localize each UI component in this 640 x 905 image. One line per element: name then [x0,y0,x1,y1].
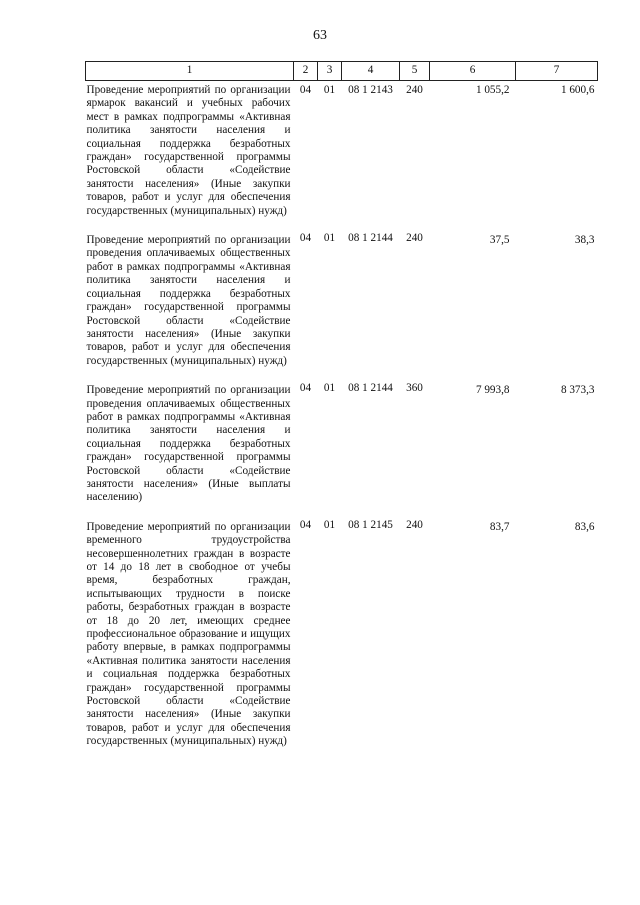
row-section: 04 [299,84,312,96]
column-header-3: 3 [318,62,342,81]
row-subsection: 01 [323,84,336,96]
row-section: 04 [299,232,312,245]
row-amount-col6: 83,7 [489,520,510,533]
table-row [86,519,598,763]
row-target-article: 08 1 2145 [348,518,393,531]
row-amount-col7: 8 373,3 [560,384,595,397]
table-header-row [86,62,598,81]
row-description: Проведение мероприятий по организации ярмарок вакансий и учебных рабочих мест в рамках подпрограммы «Активная политика занятости населения и социальная поддержка безработных граждан» государственной программы Ростовской области «Содействие занятости населения» (Иные закупки товаров, работ и услуг для обеспечения государственных (муниципальных) нужд) [86,84,291,217]
table-row [86,382,598,519]
row-amount-col7: 38,3 [574,234,595,247]
row-amount-col6: 37,5 [489,234,510,247]
row-amount-col6: 7 993,8 [475,384,510,397]
row-section: 04 [299,518,312,531]
budget-table [85,61,598,763]
row-target-article: 08 1 2144 [348,382,393,395]
row-expense-type: 360 [406,382,423,395]
row-amount-col7: 83,6 [574,520,595,533]
column-header-1: 1 [86,62,294,81]
row-target-article: 08 1 2144 [348,232,393,245]
column-header-7: 7 [516,62,598,81]
table-row [86,232,598,382]
table-row [86,81,598,233]
column-header-6: 6 [430,62,516,81]
column-header-2: 2 [294,62,318,81]
row-amount-col7: 1 600,6 [560,84,595,96]
row-description: Проведение мероприятий по организации временного трудоустройства несовершеннолетних граждан в возрасте от 14 до 18 лет в свободное от учебы время, безработных граждан, испытывающих трудности в поиске работы, безработных граждан в возрасте от 18 до 20 лет, имеющих среднее профессиональное образование и ищущих работу впервые, в рамках подпрограммы «Активная политика занятости населения и социальная поддержка безработных граждан» государственной программы Ростовской области «Содействие занятости населения» (Иные закупки товаров, работ и услуг для обеспечения государственных (муниципальных) нужд) [86,520,291,748]
row-subsection: 01 [323,232,336,245]
row-section: 04 [299,382,312,395]
row-target-article: 08 1 2143 [348,84,393,96]
row-expense-type: 240 [406,232,423,245]
row-amount-col6: 1 055,2 [475,84,510,96]
page-number: 63 [313,28,327,43]
column-header-4: 4 [342,62,400,81]
column-header-5: 5 [400,62,430,81]
row-subsection: 01 [323,518,336,531]
row-expense-type: 240 [406,84,423,96]
row-description: Проведение мероприятий по организации проведения оплачиваемых общественных работ в рамках подпрограммы «Активная политика занятости населения и социальная поддержка безработных граждан» государственной программы Ростовской области «Содействие занятости населения» (Иные закупки товаров, работ и услуг для обеспечения государственных (муниципальных) нужд) [86,234,291,367]
row-expense-type: 240 [406,518,423,531]
row-description: Проведение мероприятий по организации проведения оплачиваемых общественных работ в рамках подпрограммы «Активная политика занятости населения и социальная поддержка безработных граждан» государственной программы Ростовской области «Содействие занятости населения» (Иные выплаты населению) [86,384,291,504]
row-subsection: 01 [323,382,336,395]
